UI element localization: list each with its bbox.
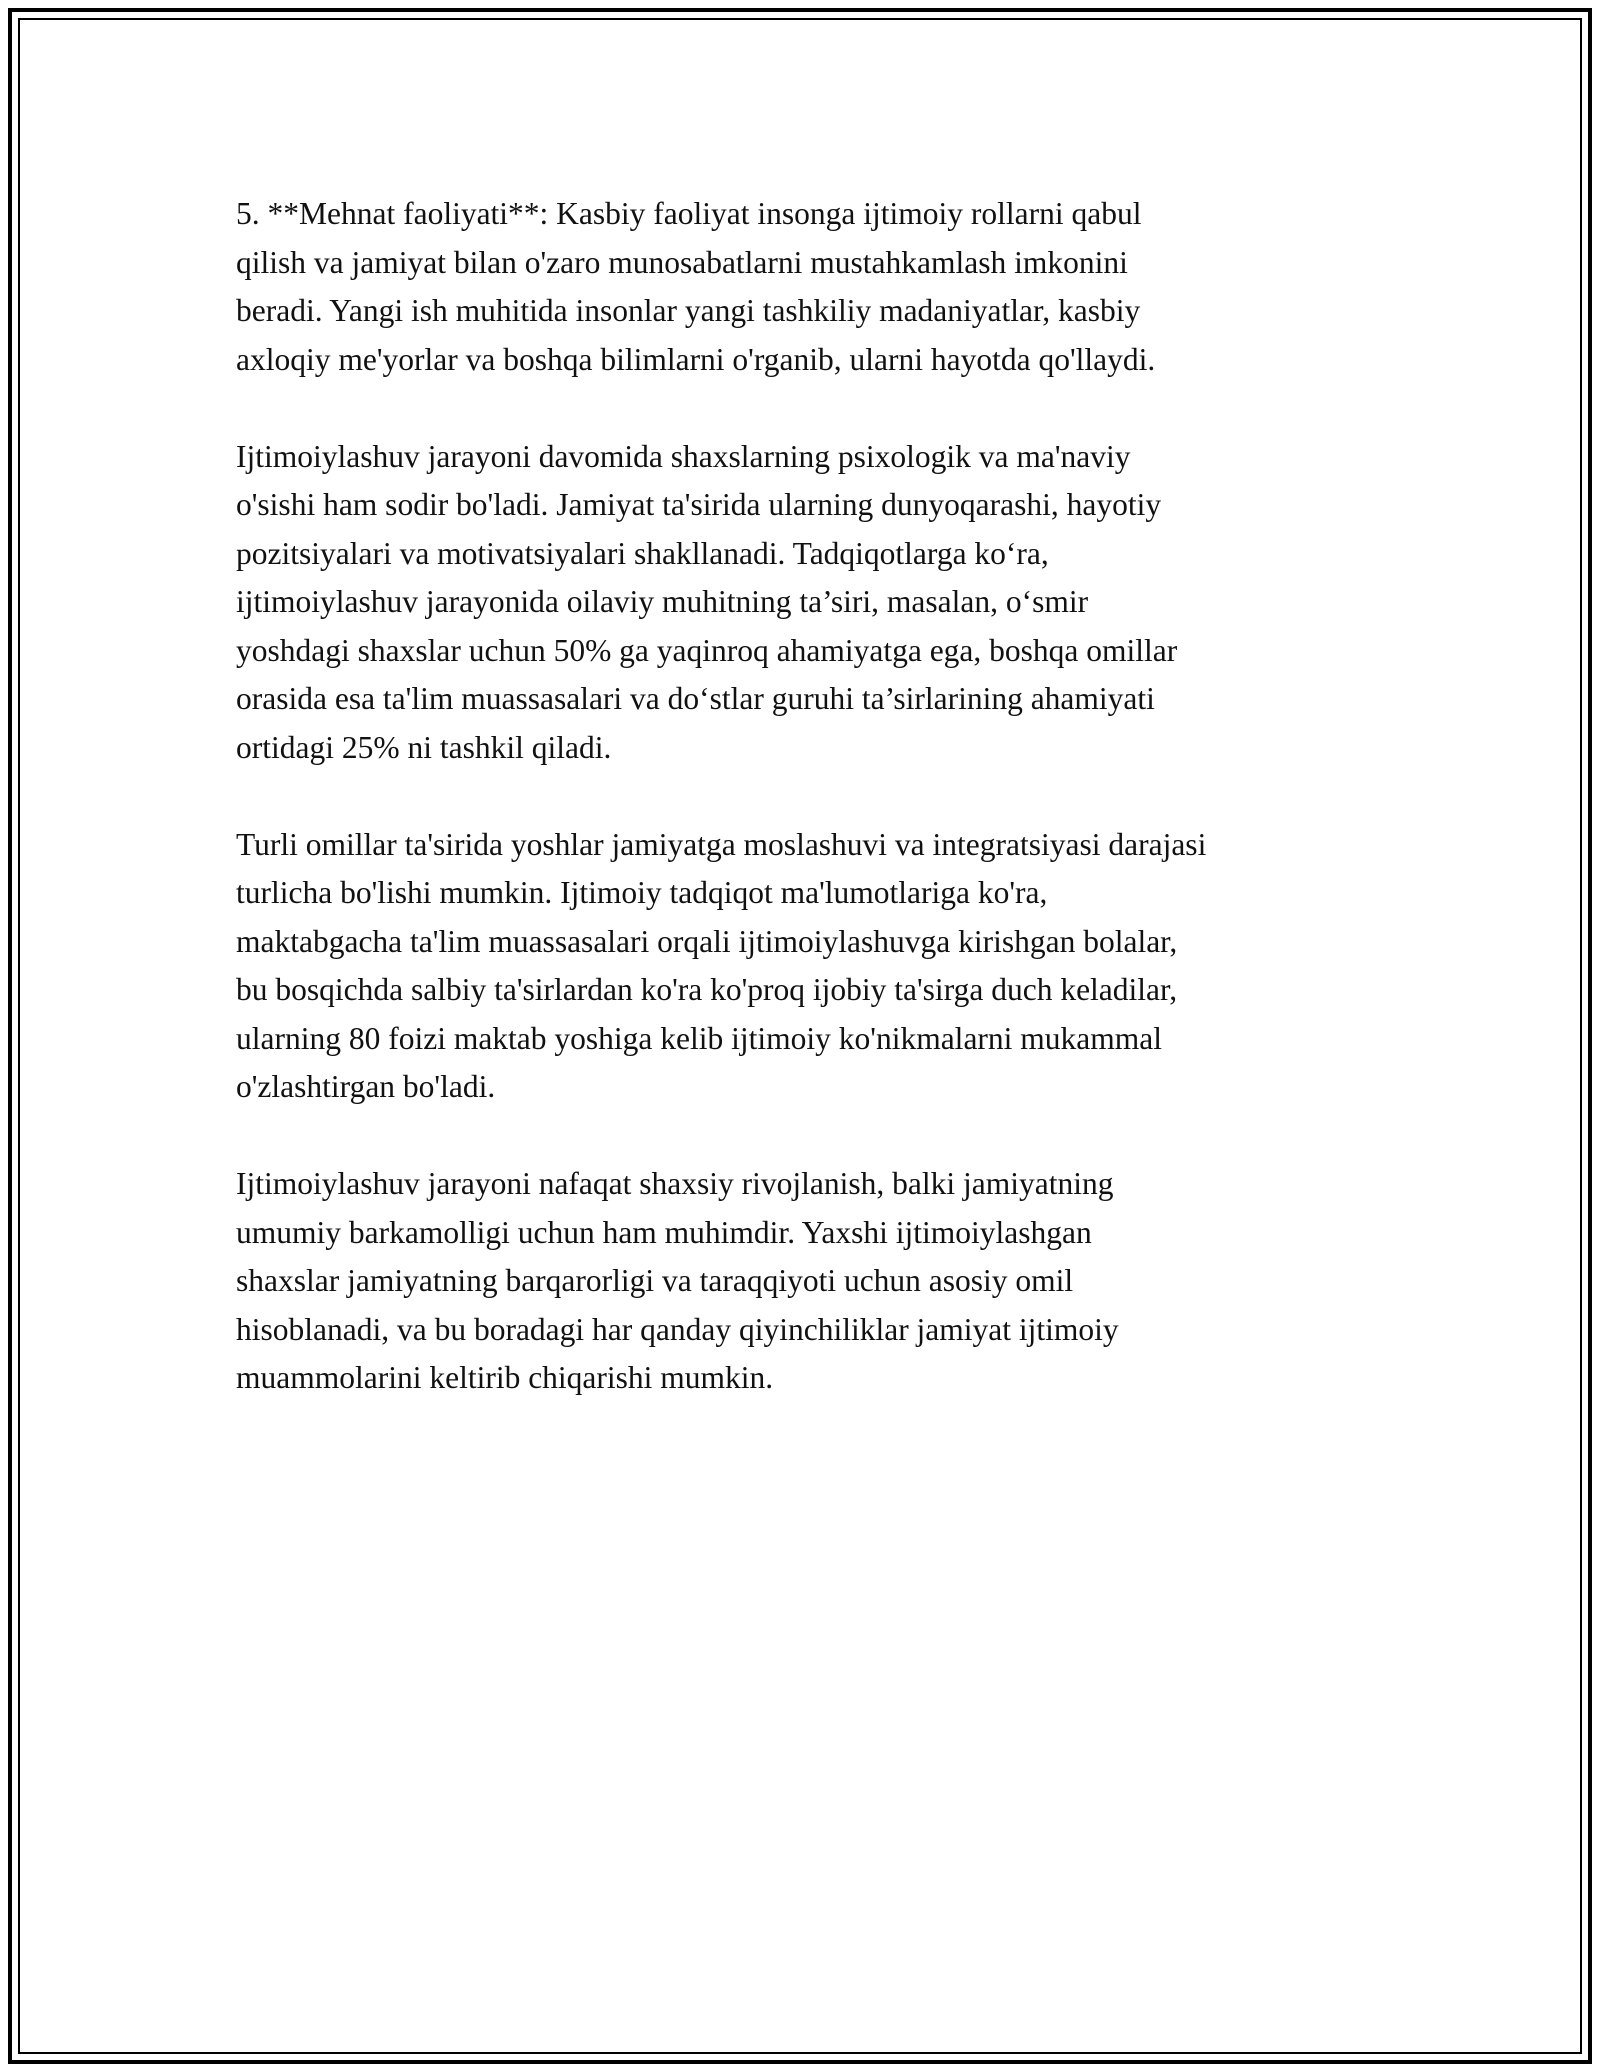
text-line: turlicha bo'lishi mumkin. Ijtimoiy tadqiqot ma'lumotlariga ko'ra, bbox=[236, 875, 1048, 910]
text-line: muammolarini keltirib chiqarishi mumkin. bbox=[236, 1360, 774, 1395]
text-line: ortidagi 25% ni tashkil qiladi. bbox=[236, 729, 612, 765]
text-line: pozitsiyalari va motivatsiyalari shakllanadi. Tadqiqotlarga ko‘ra, bbox=[236, 535, 1049, 571]
text-line: Turli omillar ta'sirida yoshlar jamiyatga moslashuvi va integratsiyasi darajasi bbox=[236, 826, 1207, 862]
text-line: bu bosqichda salbiy ta'sirlardan ko'ra ko'proq ijobiy ta'sirga duch keladilar, bbox=[236, 972, 1178, 1007]
paragraph bbox=[236, 1160, 1376, 1403]
text-line: ularning 80 foizi maktab yoshiga kelib ijtimoiy ko'nikmalarni mukammal bbox=[236, 1020, 1163, 1056]
text-line: maktabgacha ta'lim muassasalari orqali ijtimoiylashuvga kirishgan bolalar, bbox=[236, 923, 1178, 959]
text-line: o'zlashtirgan bo'ladi. bbox=[236, 1069, 496, 1104]
paragraph bbox=[236, 821, 1376, 1112]
text-line: beradi. Yangi ish muhitida insonlar yangi tashkiliy madaniyatlar, kasbiy bbox=[236, 293, 1141, 328]
text-line: umumiy barkamolligi uchun ham muhimdir. Yaxshi ijtimoiylashgan bbox=[236, 1214, 1092, 1250]
text-line: axloqiy me'yorlar va boshqa bilimlarni o'rganib, ularni hayotda qo'llaydi. bbox=[236, 341, 1156, 377]
text-line: shaxslar jamiyatning barqarorligi va taraqqiyoti uchun asosiy omil bbox=[236, 1263, 1074, 1298]
text-line: hisoblanadi, va bu boradagi har qanday qiyinchiliklar jamiyat ijtimoiy bbox=[236, 1311, 1119, 1347]
text-line: yoshdagi shaxslar uchun 50% ga yaqinroq ahamiyatga ega, boshqa omillar bbox=[236, 632, 1178, 668]
paragraph bbox=[236, 433, 1376, 773]
text-line: qilish va jamiyat bilan o'zaro munosabatlarni mustahkamlash imkonini bbox=[236, 244, 1128, 280]
text-line: Ijtimoiylashuv jarayoni davomida shaxslarning psixologik va ma'naviy bbox=[236, 438, 1131, 474]
text-line: ijtimoiylashuv jarayonida oilaviy muhitning ta’siri, masalan, o‘smir bbox=[236, 584, 1089, 619]
document-body bbox=[236, 190, 1376, 1451]
text-line: orasida esa ta'lim muassasalari va do‘stlar guruhi ta’sirlarining ahamiyati bbox=[236, 681, 1155, 716]
text-line: o'sishi ham sodir bo'ladi. Jamiyat ta'sirida ularning dunyoqarashi, hayotiy bbox=[236, 487, 1162, 522]
text-line: 5. **Mehnat faoliyati**: Kasbiy faoliyat insonga ijtimoiy rollarni qabul bbox=[236, 196, 1142, 231]
text-line: Ijtimoiylashuv jarayoni nafaqat shaxsiy rivojlanish, balki jamiyatning bbox=[236, 1166, 1114, 1201]
paragraph bbox=[236, 190, 1376, 384]
